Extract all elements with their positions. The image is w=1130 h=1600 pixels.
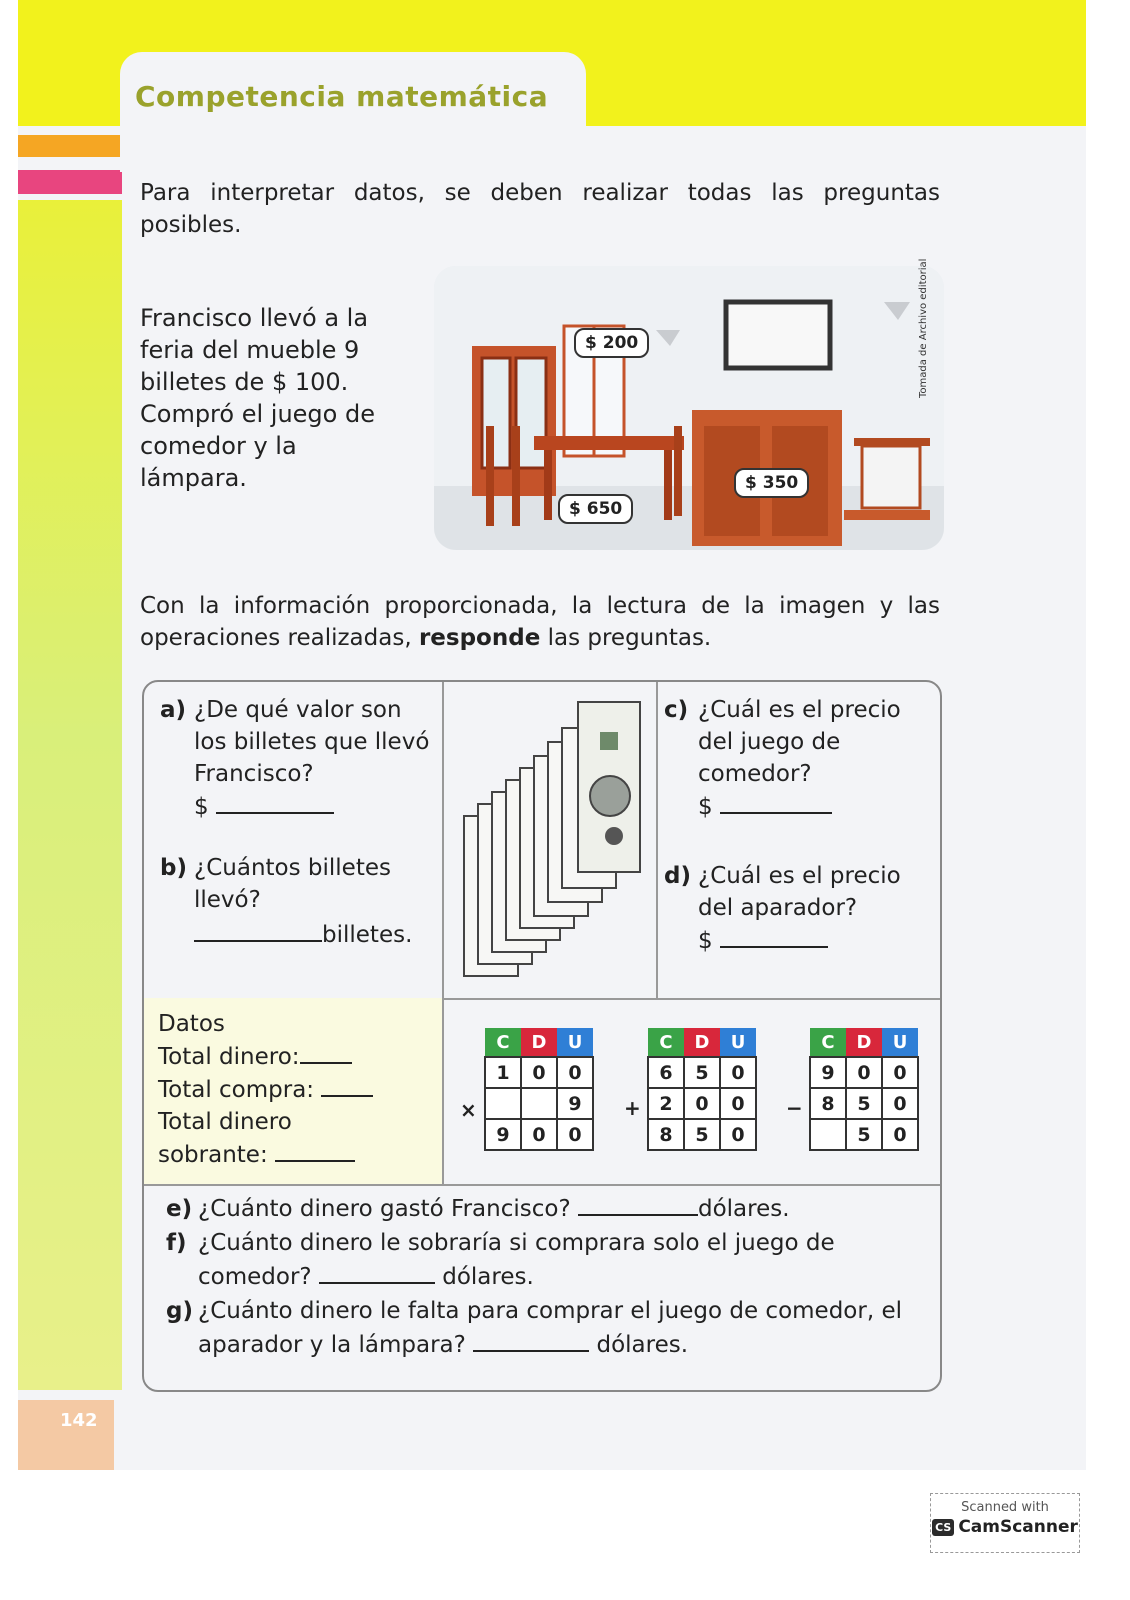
grid-cell: 8	[648, 1119, 684, 1150]
plus-sign: +	[624, 1096, 641, 1120]
total-dinero-label: Total dinero:	[158, 1044, 300, 1070]
question-g-suffix: dólares.	[596, 1332, 689, 1358]
grid-cell: 0	[557, 1057, 593, 1088]
instruction-text	[140, 590, 940, 654]
question-c-label: c)	[664, 697, 689, 723]
header-c: C	[648, 1028, 684, 1057]
grid-cell: 9	[810, 1057, 846, 1088]
page-number: 142	[60, 1410, 98, 1431]
instruction-part-2: las preguntas.	[540, 625, 712, 651]
header-u: U	[557, 1028, 593, 1057]
question-a-label: a)	[160, 697, 187, 723]
answer-d-blank[interactable]	[720, 924, 828, 948]
question-d-label: d)	[664, 863, 691, 889]
header-u: U	[882, 1028, 918, 1057]
answer-a-blank[interactable]	[216, 790, 334, 814]
minus-sign: −	[786, 1096, 803, 1120]
header-d: D	[846, 1028, 882, 1057]
question-c-prefix: $	[698, 794, 713, 820]
sobrante-label-2: sobrante:	[158, 1142, 268, 1168]
price-tag-lamp: $ 200	[574, 328, 649, 358]
answer-e-blank[interactable]	[578, 1192, 698, 1216]
question-d-text: ¿Cuál es el precio del aparador?	[698, 863, 901, 921]
sobrante-blank[interactable]	[275, 1138, 355, 1162]
furniture-illustration	[434, 266, 944, 550]
instruction-part-1: Con la información proporcionada, la lectura de la imagen y las operaciones realizadas,	[140, 593, 940, 651]
grid-cell: 0	[521, 1057, 557, 1088]
question-e-text: ¿Cuánto dinero gastó Francisco?	[198, 1196, 571, 1222]
watermark-line-2	[931, 1517, 1079, 1537]
datos-title: Datos	[158, 1011, 225, 1037]
grid-cell: 6	[648, 1057, 684, 1088]
grid-cell: 0	[720, 1088, 756, 1119]
pink-accent-bar	[18, 170, 122, 194]
question-c-text: ¿Cuál es el precio del juego de comedor?	[698, 697, 901, 787]
divider	[144, 1184, 940, 1186]
grid-cell: 5	[846, 1088, 882, 1119]
grid-cell	[485, 1088, 521, 1119]
question-b	[160, 852, 432, 951]
header-c: C	[485, 1028, 521, 1057]
header-d: D	[521, 1028, 557, 1057]
question-f-label: f)	[166, 1230, 187, 1256]
sobrante-label-1: Total dinero	[158, 1109, 292, 1135]
grid-cell: 0	[521, 1119, 557, 1150]
question-g-text: ¿Cuánto dinero le falta para comprar el juego de comedor, el aparador y la lámpara?	[198, 1298, 902, 1358]
questions-box	[142, 680, 942, 1392]
question-a-prefix: $	[194, 794, 209, 820]
answer-f-blank[interactable]	[319, 1260, 435, 1284]
question-b-suffix: billetes.	[322, 922, 413, 948]
header-u: U	[720, 1028, 756, 1057]
story-text: Francisco llevó a la feria del mueble 9 billetes de $ 100. Compró el juego de comedor y la lámpara.	[140, 304, 375, 492]
furniture-photo	[434, 266, 944, 550]
total-compra-blank[interactable]	[321, 1073, 373, 1097]
question-f	[166, 1226, 926, 1294]
multiply-sign: ×	[460, 1098, 477, 1122]
grid-cell: 0	[882, 1088, 918, 1119]
grid-cell: 0	[720, 1119, 756, 1150]
question-e-label: e)	[166, 1196, 193, 1222]
total-compra-label: Total compra:	[158, 1077, 315, 1103]
grid-cell: 0	[557, 1119, 593, 1150]
grid-cell: 0	[882, 1119, 918, 1150]
answer-g-blank[interactable]	[473, 1328, 589, 1352]
datos-panel	[144, 998, 442, 1184]
question-e-suffix: dólares.	[697, 1196, 790, 1222]
orange-accent-bar	[18, 135, 122, 157]
intro-text: Para interpretar datos, se deben realizar todas las preguntas posibles.	[140, 180, 940, 238]
multiplication-grid	[484, 1028, 594, 1151]
answer-b-blank[interactable]	[194, 918, 322, 942]
photo-credit: Tomada de Archivo editorial	[918, 258, 929, 398]
question-f-text: ¿Cuánto dinero le sobraría si comprara solo el juego de comedor?	[198, 1230, 835, 1290]
grid-cell: 8	[810, 1088, 846, 1119]
instruction-bold: responde	[418, 625, 541, 651]
grid-cell: 5	[684, 1057, 720, 1088]
watermark-line-1: Scanned with	[961, 1500, 1049, 1515]
answer-c-blank[interactable]	[720, 790, 832, 814]
question-d	[664, 860, 934, 957]
grid-cell	[521, 1088, 557, 1119]
dollar-bills-icon	[450, 696, 650, 986]
camscanner-watermark	[930, 1493, 1080, 1553]
grid-cell	[810, 1119, 846, 1150]
total-dinero-blank[interactable]	[300, 1040, 352, 1064]
divider	[656, 682, 658, 998]
question-b-text: ¿Cuántos billetes llevó?	[194, 855, 391, 913]
section-title: Competencia matemática	[135, 80, 549, 113]
addition-grid	[647, 1028, 757, 1151]
grid-cell: 9	[485, 1119, 521, 1150]
grid-cell: 0	[846, 1057, 882, 1088]
grid-cell: 2	[648, 1088, 684, 1119]
grid-cell: 5	[846, 1119, 882, 1150]
question-b-label: b)	[160, 855, 187, 881]
page-number-tab	[18, 1400, 114, 1470]
question-a-text: ¿De qué valor son los billetes que llevó Francisco?	[194, 697, 430, 787]
divider	[442, 682, 444, 998]
camscanner-logo-icon: CS	[932, 1519, 954, 1536]
header-c: C	[810, 1028, 846, 1057]
grid-cell: 5	[684, 1119, 720, 1150]
subtraction-grid	[809, 1028, 919, 1151]
grid-cell: 1	[485, 1057, 521, 1088]
watermark-brand: CamScanner	[958, 1517, 1078, 1537]
question-e	[166, 1192, 926, 1226]
divider	[442, 998, 444, 1184]
green-side-strip	[18, 200, 122, 1390]
question-d-prefix: $	[698, 928, 713, 954]
datos-text	[158, 1008, 373, 1171]
grid-cell: 0	[882, 1057, 918, 1088]
question-a	[160, 694, 432, 823]
price-tag-sideboard: $ 350	[734, 468, 809, 498]
lower-questions	[166, 1192, 926, 1362]
question-g	[166, 1294, 926, 1362]
question-c	[664, 694, 934, 823]
price-tag-dining-set: $ 650	[558, 494, 633, 524]
grid-cell: 9	[557, 1088, 593, 1119]
question-g-label: g)	[166, 1298, 193, 1324]
grid-cell: 0	[720, 1057, 756, 1088]
question-f-suffix: dólares.	[442, 1264, 534, 1290]
grid-cell: 0	[684, 1088, 720, 1119]
header-d: D	[684, 1028, 720, 1057]
